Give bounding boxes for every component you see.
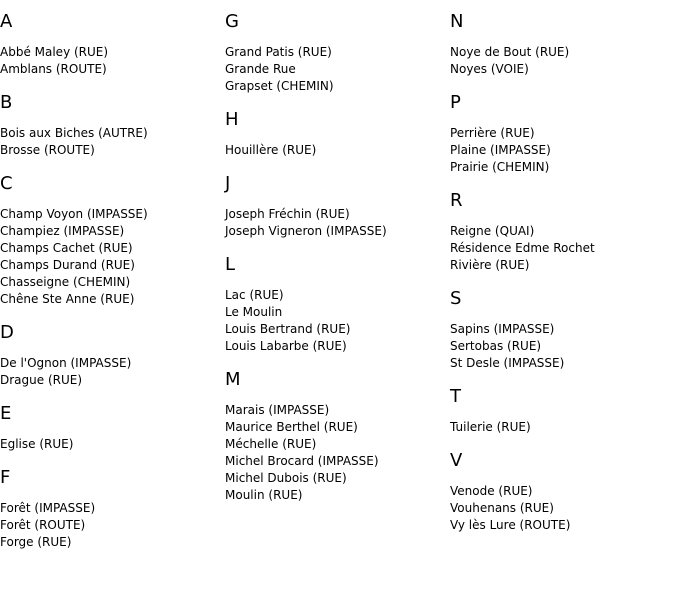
street-list	[0, 125, 225, 159]
index-column	[0, 10, 225, 564]
street-item: Prairie (CHEMIN)	[450, 160, 550, 174]
street-item: Noye de Bout (RUE)	[450, 45, 570, 59]
street-item: Eglise (RUE)	[0, 437, 74, 451]
street-list	[450, 125, 675, 176]
street-list	[450, 44, 675, 78]
street-item: Reigne (QUAI)	[450, 224, 535, 238]
street-item: Grand Patis (RUE)	[225, 45, 332, 59]
street-item: Résidence Edme Rochet	[450, 241, 595, 255]
street-item: Drague (RUE)	[0, 373, 83, 387]
letter-group	[225, 10, 450, 95]
street-item: Grande Rue	[225, 62, 296, 76]
street-list	[450, 419, 675, 436]
street-item: Champiez (IMPASSE)	[0, 224, 125, 238]
street-list	[225, 287, 450, 355]
letter-heading: S	[450, 288, 462, 309]
street-item: Maurice Berthel (RUE)	[225, 420, 358, 434]
street-list	[225, 142, 450, 159]
street-item: Houillère (RUE)	[225, 143, 317, 157]
street-item: Abbé Maley (RUE)	[0, 45, 109, 59]
street-item: Michel Brocard (IMPASSE)	[225, 454, 379, 468]
street-list	[225, 44, 450, 95]
letter-group	[0, 172, 225, 308]
street-item: Grapset (CHEMIN)	[225, 79, 334, 93]
letter-group	[225, 172, 450, 240]
letter-heading: G	[225, 11, 239, 32]
street-item: Perrière (RUE)	[450, 126, 535, 140]
street-item: Amblans (ROUTE)	[0, 62, 107, 76]
street-item: Vy lès Lure (ROUTE)	[450, 518, 571, 532]
street-list	[0, 44, 225, 78]
street-item: Chêne Ste Anne (RUE)	[0, 292, 135, 306]
street-item: Champ Voyon (IMPASSE)	[0, 207, 148, 221]
letter-heading: N	[450, 11, 464, 32]
letter-group	[450, 91, 675, 176]
street-item: Le Moulin	[225, 305, 283, 319]
street-item: Michel Dubois (RUE)	[225, 471, 347, 485]
letter-heading: D	[0, 322, 14, 343]
letter-group	[225, 108, 450, 159]
index-column	[225, 10, 450, 517]
letter-heading: J	[225, 173, 231, 194]
street-item: Forêt (ROUTE)	[0, 518, 86, 532]
letter-group	[0, 321, 225, 389]
street-item: Louis Bertrand (RUE)	[225, 322, 351, 336]
street-item: Forge (RUE)	[0, 535, 72, 549]
letter-heading: C	[0, 173, 13, 194]
letter-heading: M	[225, 369, 241, 390]
street-item: Champs Cachet (RUE)	[0, 241, 133, 255]
street-item: Sertobas (RUE)	[450, 339, 542, 353]
street-item: Lac (RUE)	[225, 288, 284, 302]
letter-group	[450, 189, 675, 274]
street-list	[0, 436, 225, 453]
letter-group	[450, 287, 675, 372]
street-item: Moulin (RUE)	[225, 488, 303, 502]
letter-heading: T	[450, 386, 461, 407]
letter-heading: A	[0, 11, 13, 32]
street-list	[0, 206, 225, 308]
letter-group	[450, 385, 675, 436]
letter-heading: F	[0, 467, 11, 488]
street-list	[225, 206, 450, 240]
street-item: Noyes (VOIE)	[450, 62, 529, 76]
letter-group	[0, 10, 225, 78]
street-list	[225, 402, 450, 504]
street-item: St Desle (IMPASSE)	[450, 356, 565, 370]
street-list	[450, 321, 675, 372]
letter-group	[225, 368, 450, 504]
letter-group	[0, 466, 225, 551]
street-item: Tuilerie (RUE)	[450, 420, 531, 434]
letter-group	[225, 253, 450, 355]
letter-group	[450, 10, 675, 78]
street-item: Brosse (ROUTE)	[0, 143, 95, 157]
street-item: Rivière (RUE)	[450, 258, 530, 272]
street-item: Venode (RUE)	[450, 484, 533, 498]
letter-heading: V	[450, 450, 463, 471]
street-item: De l'Ognon (IMPASSE)	[0, 356, 132, 370]
letter-group	[450, 449, 675, 534]
street-item: Louis Labarbe (RUE)	[225, 339, 347, 353]
street-item: Méchelle (RUE)	[225, 437, 317, 451]
letter-heading: H	[225, 109, 239, 130]
street-item: Marais (IMPASSE)	[225, 403, 330, 417]
letter-heading: P	[450, 92, 461, 113]
street-list	[0, 355, 225, 389]
street-list	[450, 483, 675, 534]
street-list	[450, 223, 675, 274]
street-item: Joseph Fréchin (RUE)	[225, 207, 350, 221]
index-column	[450, 10, 675, 547]
street-item: Bois aux Biches (AUTRE)	[0, 126, 148, 140]
letter-heading: B	[0, 92, 13, 113]
letter-heading: E	[0, 403, 12, 424]
letter-group	[0, 91, 225, 159]
letter-group	[0, 402, 225, 453]
street-item: Joseph Vigneron (IMPASSE)	[225, 224, 387, 238]
letter-heading: L	[225, 254, 236, 275]
street-list	[0, 500, 225, 551]
street-item: Plaine (IMPASSE)	[450, 143, 551, 157]
street-item: Chasseigne (CHEMIN)	[0, 275, 131, 289]
street-item: Sapins (IMPASSE)	[450, 322, 555, 336]
street-item: Champs Durand (RUE)	[0, 258, 135, 272]
letter-heading: R	[450, 190, 463, 211]
street-item: Forêt (IMPASSE)	[0, 501, 96, 515]
street-item: Vouhenans (RUE)	[450, 501, 554, 515]
